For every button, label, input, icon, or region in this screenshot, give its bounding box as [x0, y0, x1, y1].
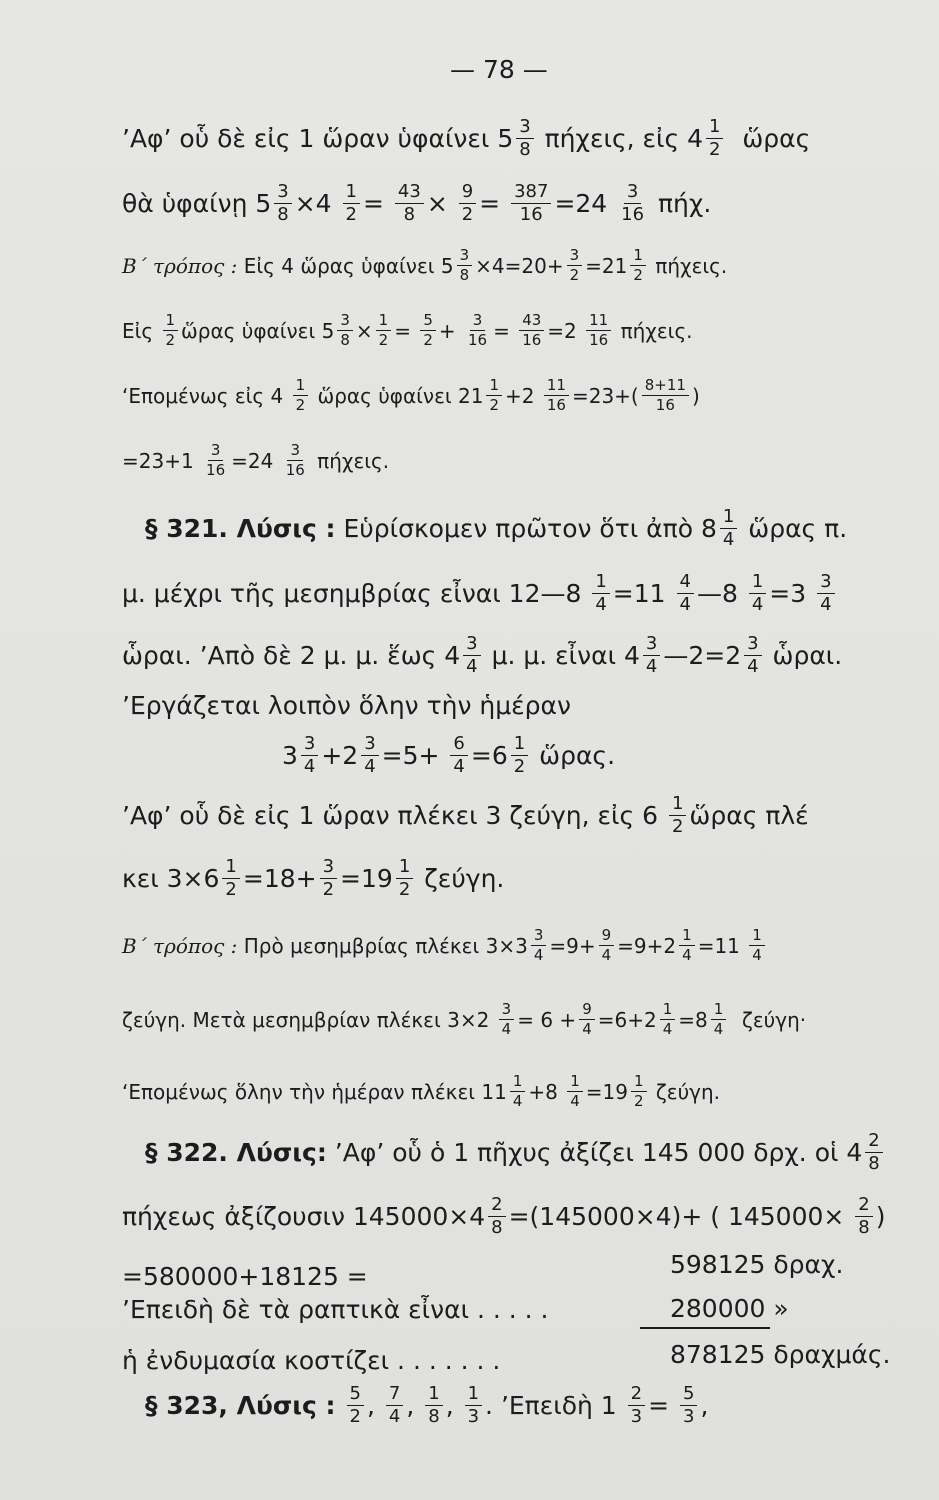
- text-run: ζεύγη·: [729, 1007, 807, 1032]
- numerator: 387: [511, 183, 551, 204]
- denominator: 4: [501, 1020, 512, 1038]
- fraction: [679, 928, 695, 963]
- fraction: [425, 1385, 442, 1426]
- fraction: [486, 378, 502, 413]
- numerator: 43: [519, 313, 544, 331]
- denominator: 16: [655, 396, 675, 414]
- text-run: ): [691, 383, 700, 408]
- text-run: =23+1: [122, 448, 201, 473]
- fraction: [628, 1385, 645, 1426]
- fraction: [459, 183, 476, 224]
- numerator: 3: [516, 118, 533, 139]
- fraction: [631, 1074, 647, 1109]
- numerator: 1: [630, 248, 646, 266]
- fraction: [499, 1002, 515, 1037]
- numerator: 7: [386, 1385, 403, 1406]
- numerator: 3: [457, 248, 473, 266]
- fraction: [463, 635, 480, 676]
- text-run: Εἰς: [122, 318, 160, 343]
- numerator: 11: [586, 313, 611, 331]
- fraction: [706, 118, 723, 159]
- method-label: Β΄ τρόπος :: [122, 253, 238, 278]
- fraction: [680, 1385, 697, 1426]
- numerator: 1: [567, 1074, 583, 1092]
- numerator: 3: [287, 443, 303, 461]
- numerator: 9: [459, 183, 476, 204]
- numerator: 1: [486, 378, 502, 396]
- numerator: 1: [163, 313, 179, 331]
- text-run: ‘Επομένως εἰς 4: [122, 383, 290, 408]
- numerator: 9: [579, 1002, 595, 1020]
- denominator: 16: [589, 331, 609, 349]
- text-run: ’Αφ’ οὗ ὁ 1 πῆχυς ἀξίζει 145 000 δρχ. οἱ 4: [326, 1138, 863, 1167]
- numerator: 1: [749, 573, 766, 594]
- fraction: [293, 378, 309, 413]
- fraction: [301, 735, 318, 776]
- text-run: ’Αφ’ οὗ δὲ εἰς 1 ὥραν ὑφαίνει 5: [122, 124, 514, 153]
- denominator: 8: [403, 204, 416, 225]
- numerator: 3: [361, 735, 378, 756]
- denominator: 8: [868, 1153, 880, 1174]
- denominator: 4: [388, 1406, 401, 1427]
- fraction: [386, 1385, 403, 1426]
- denominator: 4: [752, 946, 762, 964]
- denominator: 2: [709, 139, 721, 160]
- denominator: 2: [423, 331, 433, 349]
- amount-tailoring: 280000 »: [670, 1294, 789, 1323]
- text-run: ‘Επομένως ὅλην τὴν ἡμέραν πλέκει 11: [122, 1079, 507, 1104]
- numerator: 1: [425, 1385, 442, 1406]
- denominator: 4: [679, 594, 691, 615]
- denominator: 4: [303, 756, 316, 777]
- denominator: 2: [225, 879, 237, 900]
- denominator: 4: [662, 1020, 673, 1038]
- numerator: 3: [817, 573, 834, 594]
- fraction: [511, 735, 528, 776]
- text-run: ὥρας ὑφαίνει 5: [181, 318, 335, 343]
- text-run: ×4=20+: [475, 253, 564, 278]
- fraction: [660, 1002, 676, 1037]
- denominator: 4: [453, 756, 465, 777]
- fraction: [488, 1196, 505, 1237]
- text-run: θὰ ὑφαίνῃ 5: [122, 189, 272, 218]
- text-run: =580000+18125 =: [122, 1262, 368, 1291]
- text-line: [145, 1385, 708, 1426]
- numerator: 1: [679, 928, 695, 946]
- text-run: +8: [528, 1079, 565, 1104]
- fraction: [457, 248, 473, 283]
- text-run: μ. μ. εἶναι 4: [483, 641, 640, 670]
- text-run: πήχεις.: [614, 318, 693, 343]
- text-run: =11: [697, 933, 747, 958]
- text-line: [122, 1348, 500, 1373]
- text-run: ζεύγη. Μετὰ μεσημβρίαν πλέκει 3×2: [122, 1007, 496, 1032]
- fraction: [395, 183, 424, 224]
- text-run: =5+: [381, 741, 448, 770]
- text-run: ἡ ἐνδυμασία κοστίζει . . . . . . .: [122, 1346, 501, 1375]
- text-line: [122, 1002, 806, 1037]
- fraction: [855, 1196, 872, 1237]
- text-run: ὥρας ὑφαίνει 21: [311, 383, 484, 408]
- text-line: [122, 928, 768, 963]
- numerator: 9: [599, 928, 615, 946]
- numerator: 5: [680, 1385, 697, 1406]
- fraction: [420, 313, 436, 348]
- fraction: [222, 858, 239, 899]
- fraction: [396, 858, 413, 899]
- amount-suit-total: 878125 δραχμάς.: [670, 1340, 891, 1369]
- section-heading: § 323, Λύσις :: [145, 1391, 336, 1420]
- numerator: 1: [749, 928, 765, 946]
- numerator: 2: [488, 1196, 505, 1217]
- text-run: ×: [355, 318, 373, 343]
- text-run: =6+2: [597, 1007, 657, 1032]
- fraction: [516, 118, 533, 159]
- fraction: [749, 573, 766, 614]
- denominator: 16: [467, 331, 488, 349]
- text-line: [122, 693, 571, 718]
- numerator: 3: [301, 735, 318, 756]
- denominator: 2: [569, 266, 580, 284]
- text-run: =: [493, 318, 517, 343]
- text-line: [122, 248, 727, 283]
- text-run: +2: [321, 741, 359, 770]
- text-run: ’Επειδὴ δὲ τὰ ραπτικὰ εἶναι . . . . .: [122, 1295, 549, 1324]
- text-run: ζεύγη.: [416, 864, 505, 893]
- denominator: 16: [546, 396, 566, 414]
- numerator: 3: [567, 248, 583, 266]
- denominator: 3: [683, 1406, 695, 1427]
- text-run: =8: [678, 1007, 708, 1032]
- text-run: πήχεις.: [310, 448, 390, 473]
- text-run: πήχεως ἀξίζουσιν 145000×4: [122, 1202, 486, 1231]
- denominator: 8: [519, 139, 531, 160]
- numerator: 3: [470, 313, 486, 331]
- numerator: 1: [465, 1385, 482, 1406]
- fraction: [320, 858, 337, 899]
- text-run: =19: [585, 1079, 628, 1104]
- numerator: 1: [720, 508, 737, 529]
- numerator: 1: [293, 378, 309, 396]
- numerator: 1: [711, 1002, 727, 1020]
- numerator: 1: [376, 313, 392, 331]
- text-run: ,: [445, 1391, 462, 1420]
- fraction: [510, 1074, 526, 1109]
- text-run: . ’Επειδὴ 1: [485, 1391, 625, 1420]
- numerator: 2: [865, 1132, 882, 1153]
- numerator: 3: [274, 183, 291, 204]
- fraction: [450, 735, 467, 776]
- text-run: ×: [426, 189, 456, 218]
- text-run: =19: [340, 864, 393, 893]
- numerator: 3: [337, 313, 353, 331]
- numerator: 8+11: [642, 378, 689, 396]
- text-line: [122, 443, 389, 478]
- fraction: [283, 443, 308, 478]
- denominator: 8: [340, 331, 350, 349]
- fraction: [817, 573, 834, 614]
- numerator: 1: [343, 183, 360, 204]
- text-run: ): [875, 1202, 886, 1231]
- numerator: 3: [208, 443, 224, 461]
- text-run: ,: [406, 1391, 423, 1420]
- text-line: [145, 508, 847, 549]
- fraction: [531, 928, 547, 963]
- text-run: +: [438, 318, 462, 343]
- numerator: 1: [660, 1002, 676, 1020]
- numerator: 3: [320, 858, 337, 879]
- text-run: =: [363, 189, 392, 218]
- fraction: [720, 508, 737, 549]
- denominator: 16: [206, 461, 226, 479]
- fraction: [749, 928, 765, 963]
- denominator: 2: [295, 396, 306, 414]
- denominator: 2: [378, 331, 389, 349]
- text-run: 3: [282, 741, 298, 770]
- fraction: [599, 928, 615, 963]
- denominator: 2: [398, 879, 411, 900]
- text-run: = 6 +: [517, 1007, 577, 1032]
- text-run: —8: [696, 579, 746, 608]
- text-run: ὧραι.: [764, 641, 843, 670]
- fraction: [519, 313, 544, 348]
- fraction: [465, 313, 490, 348]
- denominator: 8: [491, 1217, 503, 1238]
- section-heading: § 321. Λύσις :: [145, 514, 336, 543]
- denominator: 2: [671, 816, 684, 837]
- fraction: [544, 378, 569, 413]
- denominator: 2: [322, 879, 335, 900]
- denominator: 4: [595, 594, 607, 615]
- text-run: πήχ.: [650, 189, 712, 218]
- denominator: 4: [570, 1092, 580, 1110]
- text-run: =2: [547, 318, 584, 343]
- fraction: [465, 1385, 482, 1426]
- text-run: κει 3×6: [122, 864, 220, 893]
- text-run: ὥρας πλέ: [689, 801, 809, 830]
- denominator: 4: [747, 656, 759, 677]
- denominator: 8: [277, 204, 289, 225]
- numerator: 3: [744, 635, 761, 656]
- denominator: 8: [858, 1217, 870, 1238]
- text-run: Εὑρίσκομεν πρῶτον ὅτι ἀπὸ 8: [335, 514, 717, 543]
- numerator: 6: [450, 735, 467, 756]
- text-run: =24: [554, 189, 616, 218]
- denominator: 2: [489, 396, 500, 414]
- text-run: =9+2: [617, 933, 677, 958]
- text-run: =18+: [242, 864, 317, 893]
- text-run: ὥρας π.: [740, 514, 848, 543]
- text-run: =11: [612, 579, 674, 608]
- text-line: [122, 635, 842, 676]
- numerator: 1: [222, 858, 239, 879]
- text-run: πήχεις.: [648, 253, 728, 278]
- denominator: 4: [512, 1092, 523, 1110]
- denominator: 4: [364, 756, 376, 777]
- text-line: [122, 1074, 720, 1109]
- text-run: Εἰς 4 ὥρας ὑφαίνει 5: [237, 253, 454, 278]
- text-line: [122, 858, 504, 899]
- denominator: 2: [349, 1406, 361, 1427]
- text-run: =: [648, 1391, 678, 1420]
- numerator: 1: [631, 1074, 647, 1092]
- text-run: =: [479, 189, 509, 218]
- fraction: [579, 1002, 595, 1037]
- numerator: 3: [643, 635, 660, 656]
- text-run: =23+(: [571, 383, 639, 408]
- denominator: 4: [582, 1020, 592, 1038]
- fraction: [347, 1385, 364, 1426]
- sum-rule: [640, 1327, 770, 1329]
- fraction: [630, 248, 646, 283]
- fraction: [643, 635, 660, 676]
- numerator: 5: [347, 1385, 364, 1406]
- denominator: 8: [459, 266, 470, 284]
- text-run: ὥρας: [726, 124, 811, 153]
- denominator: 4: [682, 946, 692, 964]
- text-line: [122, 183, 711, 224]
- denominator: 4: [601, 946, 612, 964]
- text-run: μ. μέχρι τῆς μεσημβρίας εἶναι 12—8: [122, 579, 590, 608]
- numerator: 1: [510, 1074, 526, 1092]
- text-run: +2: [505, 383, 541, 408]
- fraction: [376, 313, 392, 348]
- text-run: ’Εργάζεται λοιπὸν ὅλην τὴν ἡμέραν: [122, 691, 571, 720]
- denominator: 16: [285, 461, 305, 479]
- numerator: 11: [544, 378, 569, 396]
- text-run: =: [394, 318, 418, 343]
- denominator: 4: [533, 946, 544, 964]
- text-run: [336, 1393, 344, 1418]
- text-line: [122, 313, 693, 348]
- denominator: 3: [630, 1406, 643, 1427]
- numerator: 3: [463, 635, 480, 656]
- page-number: — 78 —: [450, 55, 548, 84]
- denominator: 2: [345, 204, 357, 225]
- fraction: [865, 1132, 882, 1173]
- denominator: 2: [165, 331, 176, 349]
- numerator: 2: [855, 1196, 872, 1217]
- numerator: 1: [592, 573, 609, 594]
- fraction: [711, 1002, 727, 1037]
- text-run: ×4: [294, 189, 340, 218]
- text-run: ’Αφ’ οὗ δὲ εἰς 1 ὥραν πλέκει 3 ζεύγη, εἰς 6: [122, 801, 666, 830]
- numerator: 3: [531, 928, 547, 946]
- numerator: 2: [628, 1385, 645, 1406]
- text-line: [122, 573, 838, 614]
- fraction: [592, 573, 609, 614]
- numerator: 5: [420, 313, 436, 331]
- numerator: 43: [395, 183, 424, 204]
- text-run: ,: [700, 1391, 709, 1420]
- text-line: [145, 1132, 886, 1173]
- fraction: [744, 635, 761, 676]
- fraction: [343, 183, 360, 224]
- numerator: 1: [706, 118, 723, 139]
- fraction: [163, 313, 179, 348]
- fraction: [677, 573, 694, 614]
- text-run: =24: [231, 448, 280, 473]
- text-line: [282, 735, 615, 776]
- fraction: [511, 183, 551, 224]
- denominator: 4: [820, 594, 832, 615]
- amount-total-cost: 598125 δραχ.: [670, 1250, 844, 1279]
- text-line: [122, 378, 700, 413]
- denominator: 2: [461, 204, 474, 225]
- text-run: ζεύγη.: [649, 1079, 721, 1104]
- fraction: [642, 378, 689, 413]
- fraction: [618, 183, 647, 224]
- numerator: 3: [499, 1002, 515, 1020]
- fraction: [567, 1074, 583, 1109]
- denominator: 2: [633, 1092, 644, 1110]
- fraction: [274, 183, 291, 224]
- text-run: =21: [585, 253, 628, 278]
- numerator: 3: [624, 183, 641, 204]
- fraction: [361, 735, 378, 776]
- section-heading: § 322. Λύσις:: [145, 1138, 327, 1167]
- text-run: =(145000×4)+ ( 145000×: [508, 1202, 853, 1231]
- denominator: 3: [467, 1406, 480, 1427]
- text-run: ὥρας.: [531, 741, 616, 770]
- text-run: —2=2: [663, 641, 742, 670]
- denominator: 4: [466, 656, 478, 677]
- numerator: 4: [677, 573, 694, 594]
- text-run: ὧραι. ’Απὸ δὲ 2 μ. μ. ἕως 4: [122, 641, 461, 670]
- fraction: [669, 795, 686, 836]
- text-run: =3: [769, 579, 815, 608]
- denominator: 4: [645, 656, 658, 677]
- denominator: 16: [621, 204, 645, 225]
- text-line: [122, 1196, 886, 1237]
- denominator: 2: [513, 756, 526, 777]
- text-line: [122, 1264, 368, 1289]
- denominator: 4: [751, 594, 764, 615]
- numerator: 1: [511, 735, 528, 756]
- fraction: [337, 313, 353, 348]
- text-line: [122, 795, 809, 836]
- denominator: 4: [722, 529, 735, 550]
- fraction: [567, 248, 583, 283]
- text-run: πήχεις, εἰς 4: [536, 124, 704, 153]
- method-label: Β΄ τρόπος :: [122, 933, 238, 958]
- text-run: ,: [366, 1391, 383, 1420]
- denominator: 8: [428, 1406, 440, 1427]
- denominator: 16: [519, 204, 543, 225]
- text-run: =9+: [549, 933, 596, 958]
- fraction: [203, 443, 228, 478]
- text-line: [122, 1297, 549, 1322]
- denominator: 16: [522, 331, 542, 349]
- text-line: [122, 118, 810, 159]
- text-run: =6: [470, 741, 508, 770]
- numerator: 1: [396, 858, 413, 879]
- numerator: 1: [669, 795, 686, 816]
- denominator: 4: [713, 1020, 724, 1038]
- fraction: [586, 313, 611, 348]
- denominator: 2: [633, 266, 643, 284]
- text-run: Πρὸ μεσημβρίας πλέκει 3×3: [237, 933, 528, 958]
